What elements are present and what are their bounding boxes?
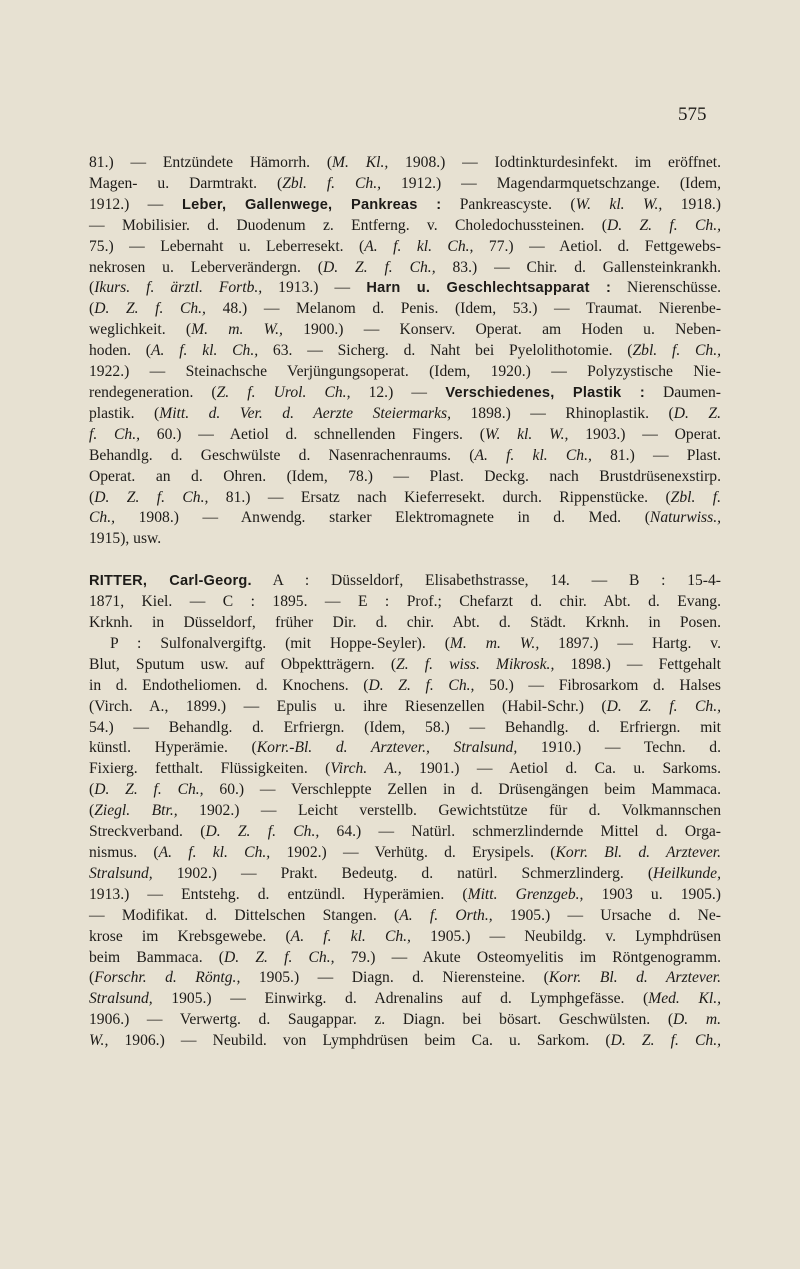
text-run: künstl. Hyperämie. ( <box>89 739 257 757</box>
text-line <box>89 425 721 446</box>
text-run: 81.) — Plast. <box>591 446 722 464</box>
citation-source: M. Kl., <box>332 154 389 171</box>
text-line <box>89 989 721 1010</box>
text-run: (Virch. A., 1899.) — Epulis u. ihre Riesenzellen (Habil-Schr.) ( <box>89 697 607 715</box>
text-run: 1897.) — Hartg. v. <box>539 634 721 652</box>
citation-source: Stralsund, <box>89 990 153 1008</box>
citation-source: A. f. kl. Ch., <box>290 927 411 945</box>
text-run: 1910.) — Techn. d. <box>517 739 721 757</box>
text-line <box>89 174 721 195</box>
text-run: 1915), usw. <box>89 530 162 548</box>
ritter-entry-header <box>89 571 721 634</box>
section-heading: RITTER, Carl-Georg. <box>89 573 252 590</box>
text-line <box>89 467 721 488</box>
text-run: 81.) — Entzündete Hämorrh. ( <box>89 154 333 171</box>
text-line <box>89 571 721 592</box>
text-run: ( <box>89 781 95 799</box>
text-run: 1898.) — Fettgehalt <box>554 655 721 673</box>
text-run: 1903 u. 1905.) <box>583 885 722 903</box>
text-run: 54.) — Behandlg. d. Erfriergn. (Idem, 58.) — Behandlg. d. Erfriergn. mit <box>89 718 721 736</box>
text-run: A : Düsseldorf, Elisabethstrasse, 14. — B : 15-4- <box>251 572 721 590</box>
citation-source: Stralsund, <box>89 864 153 882</box>
text-run: Daumen- <box>644 383 722 401</box>
citation-source: Med. Kl., <box>648 990 721 1008</box>
text-line <box>89 676 721 697</box>
text-run: 1913.) — <box>262 279 351 297</box>
text-line <box>89 613 721 634</box>
citation-source: D. Z. f. Ch., <box>94 781 204 799</box>
text-run: 1905.) — Ursache d. Ne- <box>492 906 721 924</box>
citation-source: D. Z. f. Ch., <box>322 258 436 276</box>
text-run: 1902.) — Verhütg. d. Erysipels. ( <box>270 844 556 861</box>
text-run: plastik. ( <box>89 404 160 422</box>
citation-source: Naturwiss., <box>649 509 721 527</box>
text-run: 1902.) — Prakt. Bedeutg. d. natürl. Schmerzlinderg. ( <box>152 864 654 882</box>
text-run: 1871, Kiel. — C : 1895. — E : Prof.; Chefarzt d. chir. Abt. d. Evang. <box>89 593 721 611</box>
text-run: Fixierg. fetthalt. Flüssigkeiten. ( <box>89 760 331 778</box>
text-line <box>89 341 721 362</box>
text-run: 1903.) — Operat. <box>568 425 721 443</box>
citation-source: Ch., <box>89 509 115 527</box>
citation-source: Virch. A., <box>330 760 402 778</box>
citation-source: Z. f. Urol. Ch., <box>216 383 351 401</box>
citation-source: Korr.-Bl. d. Arztever., Stralsund, <box>256 739 518 757</box>
text-line <box>89 153 721 174</box>
section-heading: Verschiedenes, Plastik : <box>426 384 645 401</box>
text-run: 1906.) — Verwertg. d. Saugappar. z. Diagn. bei bösart. Geschwülsten. ( <box>89 1011 674 1029</box>
text-run: P : Sulfonalvergiftg. (mit Hoppe-Seyler). ( <box>110 634 450 652</box>
text-line <box>89 488 721 509</box>
text-run: in d. Endotheliomen. d. Knochens. ( <box>89 676 369 694</box>
text-run: beim Bammaca. ( <box>89 948 224 966</box>
text-run: nismus. ( <box>89 844 159 861</box>
citation-source: D. Z. f. Ch., <box>205 823 320 841</box>
text-run: ( <box>89 969 95 987</box>
text-run: nekrosen u. Leberverändergn. ( <box>89 258 323 276</box>
section-heading: Leber, Gallenwege, Pankreas : <box>163 196 442 213</box>
text-run: ( <box>89 488 95 506</box>
ritter-entry-publications <box>89 634 721 1052</box>
citation-source: Zbl. f. Ch., <box>282 174 381 192</box>
citation-source: W. kl. W., <box>484 425 569 443</box>
citation-source: Forschr. d. Röntg., <box>94 969 241 987</box>
citation-source: D. Z. f. Ch., <box>368 676 475 694</box>
text-run: 1898.) — Rhinoplastik. ( <box>450 404 674 422</box>
text-run: 1918.) <box>662 195 721 213</box>
citation-source: A. f. kl. Ch., <box>158 844 271 861</box>
text-run: 77.) — Aetiol. d. Fettgewebs- <box>473 237 721 255</box>
text-run: 1906.) — Neubild. von Lymphdrüsen beim Ca. u. Sarkom. ( <box>108 1032 611 1050</box>
text-line <box>89 278 721 299</box>
text-line <box>89 592 721 613</box>
text-line <box>89 885 721 906</box>
citation-source: Korr. Bl. d. Arztever. <box>548 969 721 987</box>
text-run: 60.) — Verschleppte Zellen in d. Drüsengängen beim Mammaca. <box>203 781 721 799</box>
text-line <box>89 780 721 801</box>
text-run: rendegeneration. ( <box>89 383 217 401</box>
text-line <box>89 697 721 718</box>
text-run: 50.) — Fibrosarkom d. Halses <box>474 676 721 694</box>
text-run: 1901.) — Aetiol d. Ca. u. Sarkoms. <box>401 760 721 778</box>
text-run: 1912.) — Magendarmquetschzange. (Idem, <box>381 174 721 192</box>
entry-separator <box>89 550 721 571</box>
text-line <box>89 968 721 989</box>
text-line <box>89 927 721 948</box>
citation-source: A. f. kl. Ch., <box>364 237 474 255</box>
text-line <box>89 655 721 676</box>
text-line <box>89 508 721 529</box>
citation-source: Korr. Bl. d. Arztever. <box>555 844 722 861</box>
text-run: 1905.) — Einwirkg. d. Adrenalins auf d. Lymphgefässe. ( <box>152 990 649 1008</box>
text-run: Operat. an d. Ohren. (Idem, 78.) — Plast. Deckg. nach Brustdrüsenexstirp. <box>89 467 721 485</box>
text-line <box>89 195 721 216</box>
citation-source: f. Ch., <box>89 425 141 443</box>
text-line <box>89 446 721 467</box>
citation-source: D. Z. f. Ch., <box>94 488 209 506</box>
text-line <box>89 759 721 780</box>
text-run: 12.) — <box>350 383 427 401</box>
continued-entry <box>89 153 721 550</box>
text-run: 1922.) — Steinachsche Verjüngungsoperat. (Idem, 1920.) — Polyzystische Nie- <box>89 363 721 381</box>
text-line <box>89 801 721 822</box>
text-run: 48.) — Melanom d. Penis. (Idem, 53.) — Traumat. Nierenbe- <box>205 300 722 318</box>
text-run: 1900.) — Konserv. Operat. am Hoden u. Neben- <box>282 321 721 339</box>
citation-source: A. f. kl. Ch., <box>150 342 259 360</box>
citation-source: Heilkunde, <box>653 864 721 882</box>
text-run: Pankreascyste. ( <box>441 195 576 213</box>
text-run: 64.) — Natürl. schmerzlindernde Mittel d. Orga- <box>319 823 721 841</box>
citation-source: Z. f. wiss. Mikrosk., <box>396 655 555 673</box>
text-run: 60.) — Aetiol d. schnellenden Fingers. ( <box>140 425 485 443</box>
citation-source: D. Z. f. Ch., <box>94 300 206 318</box>
text-run: — Mobilisier. d. Duodenum z. Entferng. v. Choledochussteinen. ( <box>89 216 607 234</box>
citation-source: D. Z. f. Ch., <box>606 697 722 715</box>
text-line <box>89 383 721 404</box>
text-line <box>89 822 721 843</box>
text-run: 1905.) — Diagn. d. Nierensteine. ( <box>240 969 549 987</box>
text-run: Krknh. in Düsseldorf, früher Dir. d. chir. Abt. d. Städt. Krknh. in Posen. <box>89 614 721 632</box>
text-run: 1905.) — Neubildg. v. Lymphdrüsen <box>410 927 721 945</box>
text-run: Magen- u. Darmtrakt. ( <box>89 174 283 192</box>
citation-source: W., <box>89 1032 109 1050</box>
text-run: ( <box>89 802 95 820</box>
text-run: 81.) — Ersatz nach Kieferresekt. durch. Rippenstücke. ( <box>208 488 671 506</box>
citation-source: Zbl. f. <box>670 488 721 506</box>
citation-source: D. Z. <box>673 404 722 422</box>
citation-source: D. m. <box>673 1011 721 1029</box>
text-line <box>89 738 721 759</box>
text-line <box>89 906 721 927</box>
text-run: 83.) — Chir. d. Gallensteinkrankh. <box>435 258 722 276</box>
text-run: 75.) — Lebernaht u. Leberresekt. ( <box>89 237 365 255</box>
text-line <box>89 299 721 320</box>
text-run: krose im Krebsgewebe. ( <box>89 927 291 945</box>
citation-source: Ziegl. Btr., <box>94 802 178 820</box>
text-line <box>89 529 721 550</box>
text-line <box>89 718 721 739</box>
text-run: 1908.) — Anwendg. starker Elektromagnete in d. Med. ( <box>115 509 650 527</box>
text-run: weglichkeit. ( <box>89 321 192 339</box>
text-line <box>89 1031 721 1052</box>
citation-source: Mitt. d. Ver. d. Aerzte Steiermarks, <box>159 404 451 422</box>
text-run: ( <box>89 279 95 297</box>
text-run: Behandlg. d. Geschwülste d. Nasenrachenraums. ( <box>89 446 475 464</box>
text-run: Blut, Sputum usw. auf Obpektträgern. ( <box>89 655 397 673</box>
section-heading: Harn u. Geschlechtsapparat : <box>350 280 612 297</box>
text-run: — Modifikat. d. Dittelschen Stangen. ( <box>89 906 400 924</box>
text-run: 1913.) — Entstehg. d. entzündl. Hyperämien. ( <box>89 885 468 903</box>
page-number: 575 <box>678 104 707 125</box>
citation-source: A. f. kl. Ch., <box>474 446 592 464</box>
text-run: 79.) — Akute Osteomyelitis im Röntgenogramm. <box>334 948 721 966</box>
citation-source: W. kl. W., <box>575 195 663 213</box>
text-line <box>89 634 721 655</box>
citation-source: Ikurs. f. ärztl. Fortb., <box>94 279 263 297</box>
text-line <box>89 320 721 341</box>
citation-source: D. Z. f. Ch., <box>224 948 335 966</box>
citation-source: M. m. W., <box>449 634 540 652</box>
text-line <box>89 864 721 885</box>
text-run: 1902.) — Leicht verstellb. Gewichtstütze für d. Volkmannschen <box>177 802 721 820</box>
text-line <box>89 216 721 237</box>
text-line <box>89 1010 721 1031</box>
citation-source: A. f. Orth., <box>399 906 493 924</box>
text-line <box>89 237 721 258</box>
text-line <box>89 404 721 425</box>
text-line <box>89 258 721 279</box>
text-run: hoden. ( <box>89 342 151 360</box>
text-run: 1908.) — Iodtinkturdesinfekt. im eröffnet. <box>388 154 721 171</box>
text-line <box>89 362 721 383</box>
text-run: Streckverband. ( <box>89 823 206 841</box>
citation-source: Mitt. Grenzgeb., <box>467 885 584 903</box>
citation-source: D. Z. f. Ch., <box>607 216 721 234</box>
text-line <box>89 843 721 864</box>
citation-source: Zbl. f. Ch., <box>632 342 721 360</box>
text-body <box>89 153 721 1052</box>
citation-source: D. Z. f. Ch., <box>610 1032 722 1050</box>
citation-source: M. m. W., <box>191 321 283 339</box>
text-line <box>89 948 721 969</box>
text-run: ( <box>89 300 95 318</box>
text-run: 1912.) — <box>89 195 164 213</box>
text-run: 63. — Sicherg. d. Naht bei Pyelolithotomie. ( <box>258 342 633 360</box>
text-run: Nierenschüsse. <box>611 279 722 297</box>
